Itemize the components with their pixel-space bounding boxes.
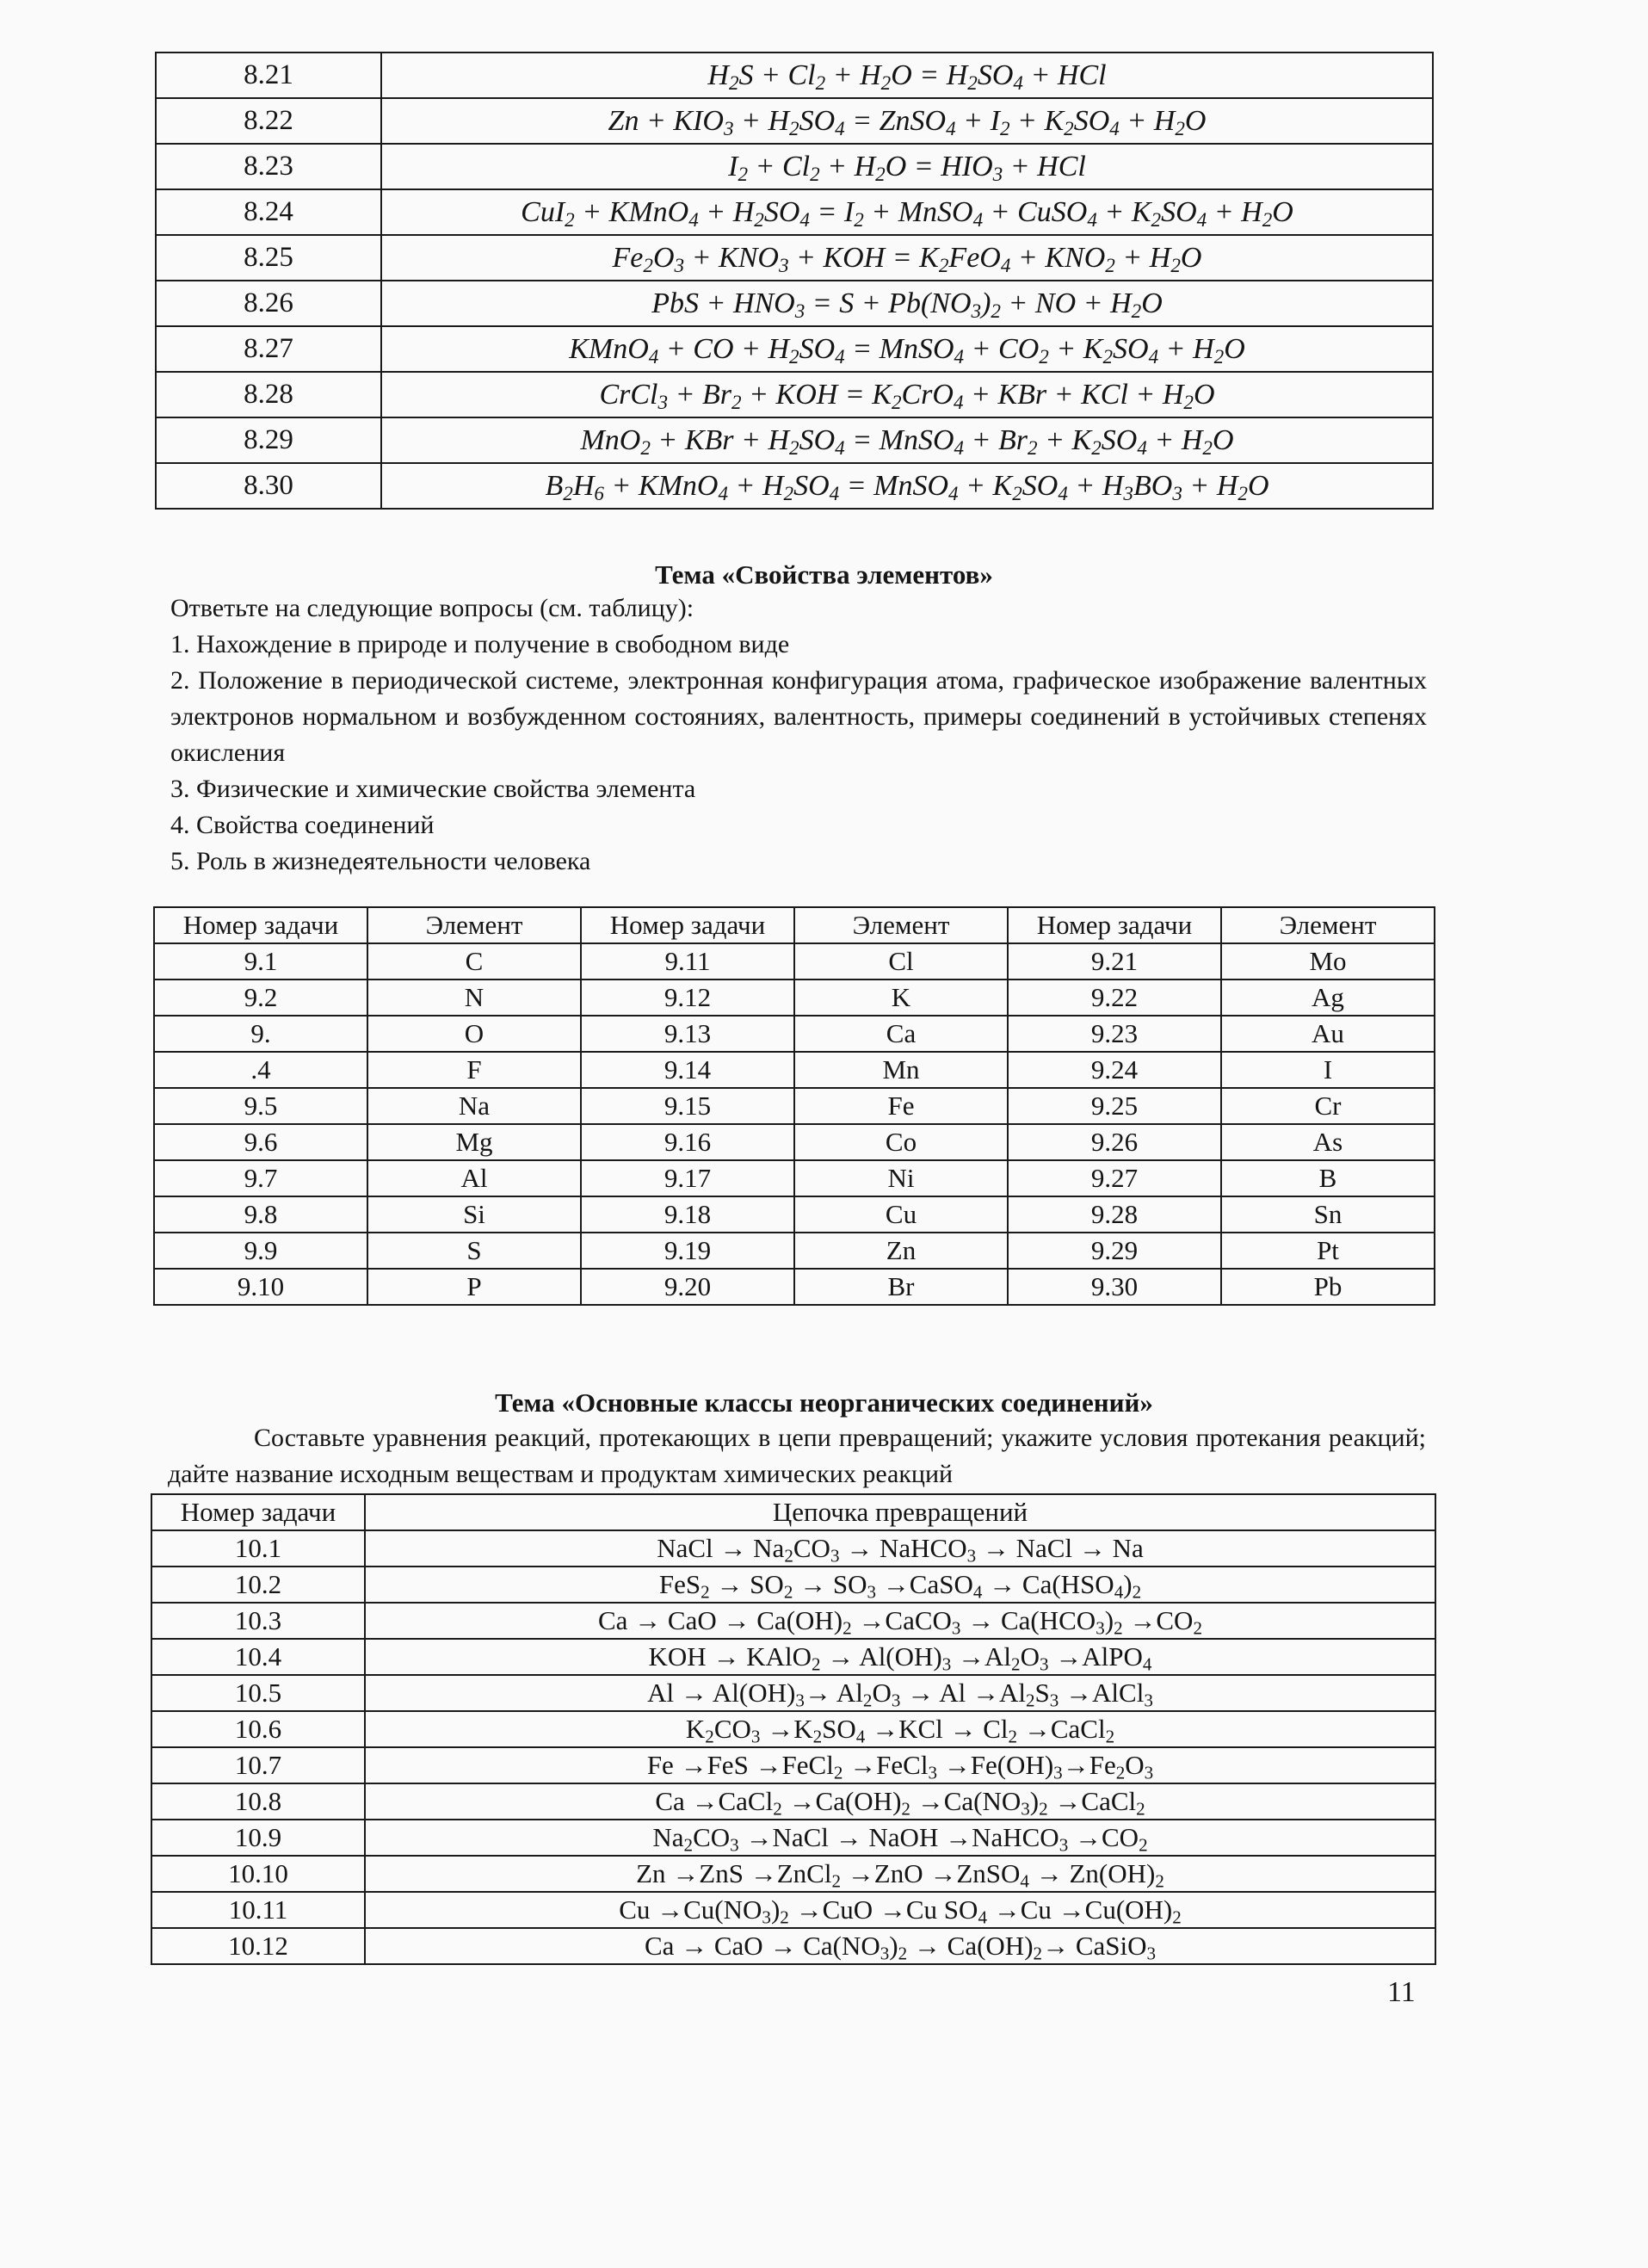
- task-number: 10.8: [151, 1783, 365, 1820]
- task-number: 9.17: [581, 1160, 794, 1196]
- task-number: 9.8: [154, 1196, 367, 1233]
- table-row: [156, 98, 1433, 144]
- element-symbol: Zn: [794, 1233, 1008, 1269]
- element-symbol: Fe: [794, 1088, 1008, 1124]
- transformation-chain: Fe →FeS →FeCl$_2$ →FeCl$_3$ $\to Fe(OH)_3\to Fe_2O_3$: [365, 1747, 1435, 1783]
- transformation-chain: KOH → KAlO$_2$ → $Al(OH)_3 \to Al_2O_3$ →AlPO$_4$: [365, 1639, 1435, 1675]
- task-number: 9.24: [1008, 1052, 1221, 1088]
- element-symbol: Co: [794, 1124, 1008, 1160]
- task-number: 9.25: [1008, 1088, 1221, 1124]
- task-number: 9.16: [581, 1124, 794, 1160]
- task-number: 8.30: [156, 463, 381, 509]
- task-number: 9.1: [154, 943, 367, 980]
- transformation-chain: Ca → CaO → $Ca(OH)_2$ →CaCO$_3$ → $Ca(HCO_3)_2 \to CO_2$: [365, 1603, 1435, 1639]
- task-number: 10.9: [151, 1820, 365, 1856]
- element-symbol: Ca: [794, 1016, 1008, 1052]
- elements-table: [153, 906, 1435, 1306]
- task-number: 10.7: [151, 1747, 365, 1783]
- element-symbol: Au: [1221, 1016, 1435, 1052]
- column-header: Элемент: [367, 907, 581, 943]
- table-row: [151, 1603, 1435, 1639]
- column-header: Элемент: [1221, 907, 1435, 943]
- element-symbol: As: [1221, 1124, 1435, 1160]
- task-number: 9.5: [154, 1088, 367, 1124]
- element-symbol: Mg: [367, 1124, 581, 1160]
- element-symbol: Cu: [794, 1196, 1008, 1233]
- task-number: 9.28: [1008, 1196, 1221, 1233]
- element-symbol: Mn: [794, 1052, 1008, 1088]
- task-number: 9.29: [1008, 1233, 1221, 1269]
- transformation-chain: $FeS_2 \to SO_2 \to SO_3$ →CaSO$_4$ → $Ca(HSO_4)_2$: [365, 1567, 1435, 1603]
- task-number: 10.11: [151, 1892, 365, 1928]
- table-row: [151, 1892, 1435, 1928]
- task-number: 10.10: [151, 1856, 365, 1892]
- task-number: 10.12: [151, 1928, 365, 1964]
- table-row: [151, 1856, 1435, 1892]
- table-row: [154, 1088, 1435, 1124]
- transformation-chains-table: [151, 1493, 1436, 1965]
- task-number: 9.11: [581, 943, 794, 980]
- table-row: [154, 980, 1435, 1016]
- reaction-equation: $B_2H_6$ + KMnO$_4$ + $H_2SO_4$ = MnSO$_4$ + $K_2SO_4 + H_3BO_3 + H_2O$: [381, 463, 1433, 509]
- element-symbol: S: [367, 1233, 581, 1269]
- task-number: .4: [154, 1052, 367, 1088]
- element-symbol: Pt: [1221, 1233, 1435, 1269]
- task-number: 9.23: [1008, 1016, 1221, 1052]
- column-header: Номер задачи: [151, 1494, 365, 1530]
- element-symbol: C: [367, 943, 581, 980]
- reaction-equation: PbS + $HNO_3 = S + Pb(NO_3)_2$ + NO + $H_2O$: [381, 281, 1433, 326]
- table-row: [156, 463, 1433, 509]
- reaction-equation: $Zn + KIO_3 + H_2SO_4$ = ZnSO$_4$ + $I_2 + K_2SO_4 + H_2O$: [381, 98, 1433, 144]
- task-number: 8.29: [156, 417, 381, 463]
- table-row: [156, 281, 1433, 326]
- table-row: [156, 144, 1433, 189]
- element-symbol: Sn: [1221, 1196, 1435, 1233]
- reaction-equation: CrCl$_3$ + $Br_2$ + KOH = $K_2CrO_4$ + KBr + KCl + $H_2O$: [381, 372, 1433, 417]
- transformation-chain: Ca → CaO → $Ca(NO_3)_2 \to Ca(OH)_2\to$ CaSiO$_3$: [365, 1928, 1435, 1964]
- question-item: 5. Роль в жизнедеятельности человека: [170, 847, 591, 875]
- table-row: [154, 1124, 1435, 1160]
- element-symbol: N: [367, 980, 581, 1016]
- reaction-equation: $I_2 + Cl_2 + H_2O = HIO_3$ + HCl: [381, 144, 1433, 189]
- task-number: 8.28: [156, 372, 381, 417]
- task-number: 8.22: [156, 98, 381, 144]
- column-header: Номер задачи: [1008, 907, 1221, 943]
- column-header: Номер задачи: [581, 907, 794, 943]
- table-row: [156, 372, 1433, 417]
- task-number: 9.18: [581, 1196, 794, 1233]
- transformation-chain: $Cu \to Cu(NO_3)_2 \to CuO \to Cu$ $SO_4 \to Cu \to Cu(OH)_2$: [365, 1892, 1435, 1928]
- column-header: Элемент: [794, 907, 1008, 943]
- element-symbol: Pb: [1221, 1269, 1435, 1305]
- task-number: 9.10: [154, 1269, 367, 1305]
- page-number: 11: [1387, 1976, 1416, 2008]
- transformation-chain: $Al \to Al(OH)_3\to Al_2O_3 \to Al \to Al_2S_3$ →AlCl$_3$: [365, 1675, 1435, 1711]
- table-row: [151, 1530, 1435, 1567]
- question-item: 4. Свойства соединений: [170, 811, 435, 839]
- inorganic-instructions: [168, 1420, 1426, 1492]
- section-title-inorganic: Тема «Основные классы неорганических соединений»: [495, 1387, 1153, 1418]
- table-row: [154, 1269, 1435, 1305]
- table-row: [151, 1783, 1435, 1820]
- element-symbol: Ni: [794, 1160, 1008, 1196]
- element-symbol: Mo: [1221, 943, 1435, 980]
- element-symbol: B: [1221, 1160, 1435, 1196]
- task-number: 10.3: [151, 1603, 365, 1639]
- element-symbol: P: [367, 1269, 581, 1305]
- element-symbol: Ag: [1221, 980, 1435, 1016]
- task-number: 9.27: [1008, 1160, 1221, 1196]
- element-symbol: Na: [367, 1088, 581, 1124]
- question-item: 1. Нахождение в природе и получение в свободном виде: [170, 630, 790, 658]
- element-symbol: I: [1221, 1052, 1435, 1088]
- transformation-chain: Ca →CaCl$_2$ $\to Ca(OH)_2 \to Ca(NO_3)_2$ →CaCl$_2$: [365, 1783, 1435, 1820]
- transformation-chain: $K_2CO_3 \to K_2SO_4 \to KCl \to Cl_2$ →CaCl$_2$: [365, 1711, 1435, 1747]
- table-row: [154, 1233, 1435, 1269]
- table-row: [156, 326, 1433, 372]
- task-number: 9.19: [581, 1233, 794, 1269]
- table-row: [156, 235, 1433, 281]
- task-number: 8.26: [156, 281, 381, 326]
- task-number: 9.20: [581, 1269, 794, 1305]
- element-symbol: Si: [367, 1196, 581, 1233]
- table-row: [151, 1639, 1435, 1675]
- element-symbol: F: [367, 1052, 581, 1088]
- table-row: [154, 1016, 1435, 1052]
- table-row: [151, 1747, 1435, 1783]
- task-number: 8.24: [156, 189, 381, 235]
- task-number: 9.30: [1008, 1269, 1221, 1305]
- question-item: 2. Положение в периодической системе, электронная конфигурация атома, графическое изображение валентных электронов нормальном и возбужденном состояниях, валентность, примеры соединений в устойчивых степенях окисления: [170, 666, 1427, 767]
- task-number: 10.4: [151, 1639, 365, 1675]
- task-number: 9.9: [154, 1233, 367, 1269]
- task-number: 9.26: [1008, 1124, 1221, 1160]
- task-number: 8.21: [156, 53, 381, 98]
- table-row: [154, 943, 1435, 980]
- task-number: 9.12: [581, 980, 794, 1016]
- question-item: 3. Физические и химические свойства элемента: [170, 775, 696, 803]
- task-number: 10.1: [151, 1530, 365, 1567]
- table-row: [151, 1820, 1435, 1856]
- column-header: Цепочка превращений: [365, 1494, 1435, 1530]
- task-number: 8.27: [156, 326, 381, 372]
- element-symbol: Cr: [1221, 1088, 1435, 1124]
- transformation-chain: NaCl → $Na_2CO_3$ → NaHCO$_3$ → NaCl → Na: [365, 1530, 1435, 1567]
- table-row: [151, 1567, 1435, 1603]
- task-number: 9.21: [1008, 943, 1221, 980]
- element-symbol: Cl: [794, 943, 1008, 980]
- element-symbol: O: [367, 1016, 581, 1052]
- inorganic-intro: Составьте уравнения реакций, протекающих в цепи превращений; укажите условия протекания реакций; дайте название исходным веществам и продуктам химических реакций: [168, 1424, 1426, 1488]
- reaction-equation: CuI$_2$ + KMnO$_4$ + $H_2SO_4 = I_2$ + MnSO$_4$ + CuSO$_4$ + $K_2SO_4 + H_2O$: [381, 189, 1433, 235]
- task-number: 9.13: [581, 1016, 794, 1052]
- transformation-chain: $Na_2CO_3$ →NaCl → NaOH →NaHCO$_3$ $\to CO_2$: [365, 1820, 1435, 1856]
- table-row: [151, 1928, 1435, 1964]
- transformation-chain: Zn →ZnS →ZnCl$_2$ →ZnO →ZnSO$_4$ → $Zn(OH)_2$: [365, 1856, 1435, 1892]
- task-number: 9.2: [154, 980, 367, 1016]
- reaction-equation: MnO$_2$ + KBr + $H_2SO_4$ = MnSO$_4$ + $Br_2 + K_2SO_4 + H_2O$: [381, 417, 1433, 463]
- task-number: 10.6: [151, 1711, 365, 1747]
- table-header-row: [151, 1494, 1435, 1530]
- element-symbol: Br: [794, 1269, 1008, 1305]
- reaction-equation: $Fe_2O_3 + KNO_3$ + KOH = $K_2FeO_4 + KNO_2 + H_2O$: [381, 235, 1433, 281]
- elements-instructions: [170, 590, 1427, 880]
- task-number: 8.25: [156, 235, 381, 281]
- redox-equations-table: [155, 52, 1434, 510]
- table-row: [154, 1052, 1435, 1088]
- reaction-equation: $H_2S + Cl_2 + H_2O = H_2SO_4$ + HCl: [381, 53, 1433, 98]
- task-number: 9.6: [154, 1124, 367, 1160]
- reaction-equation: KMnO$_4$ + CO + $H_2SO_4$ = MnSO$_4$ + $CO_2 + K_2SO_4 + H_2O$: [381, 326, 1433, 372]
- task-number: 10.2: [151, 1567, 365, 1603]
- task-number: 9.14: [581, 1052, 794, 1088]
- table-row: [151, 1675, 1435, 1711]
- section-title-elements: Тема «Свойства элементов»: [655, 559, 993, 590]
- column-header: Номер задачи: [154, 907, 367, 943]
- task-number: 8.23: [156, 144, 381, 189]
- task-number: 10.5: [151, 1675, 365, 1711]
- table-header-row: [154, 907, 1435, 943]
- task-number: 9.22: [1008, 980, 1221, 1016]
- table-row: [156, 189, 1433, 235]
- task-number: 9.15: [581, 1088, 794, 1124]
- element-symbol: K: [794, 980, 1008, 1016]
- element-symbol: Al: [367, 1160, 581, 1196]
- table-row: [156, 53, 1433, 98]
- table-row: [154, 1196, 1435, 1233]
- table-row: [154, 1160, 1435, 1196]
- table-row: [156, 417, 1433, 463]
- table-row: [151, 1711, 1435, 1747]
- task-number: 9.: [154, 1016, 367, 1052]
- elements-intro: Ответьте на следующие вопросы (см. таблицу):: [170, 594, 694, 622]
- task-number: 9.7: [154, 1160, 367, 1196]
